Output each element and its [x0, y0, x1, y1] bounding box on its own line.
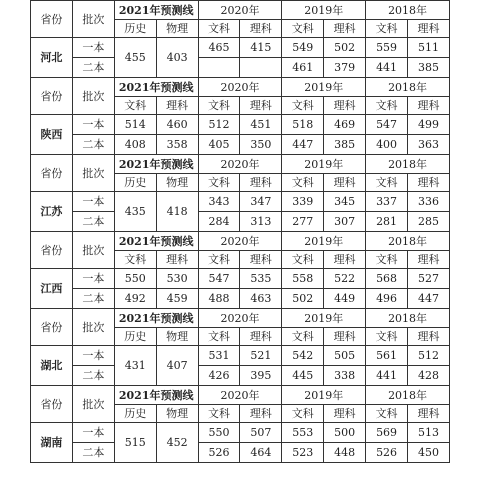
score-arts-y2018: 400 [366, 135, 408, 155]
score-science-y2018: 513 [408, 423, 450, 443]
table-row [31, 155, 450, 174]
header-2018: 2018年 [366, 1, 450, 20]
subheader-science: 理科 [324, 97, 366, 115]
score-arts-y2018: 281 [366, 212, 408, 232]
province-name: 湖北 [31, 346, 73, 386]
table-row [31, 366, 450, 386]
batch-header: 批次 [72, 386, 114, 423]
pred-physics-score: 403 [156, 38, 198, 78]
score-arts-y2018: 569 [366, 423, 408, 443]
subheader-arts: 文科 [366, 97, 408, 115]
table-row [31, 443, 450, 463]
subheader-science: 理科 [324, 328, 366, 346]
subheader-arts: 文科 [114, 251, 156, 269]
province-header: 省份 [31, 232, 73, 269]
score-science-y2020: 395 [240, 366, 282, 386]
batch-label: 一本 [72, 192, 114, 212]
subheader-arts: 文科 [198, 328, 240, 346]
subheader-science: 理科 [408, 251, 450, 269]
subheader-science: 理科 [156, 251, 198, 269]
table-row [31, 232, 450, 251]
subheader-physics: 物理 [156, 20, 198, 38]
header-2019: 2019年 [282, 1, 366, 20]
score-arts-y2019: 549 [282, 38, 324, 58]
header-2019: 2019年 [282, 78, 366, 97]
province-name: 江苏 [31, 192, 73, 232]
pred-arts-score: 514 [114, 115, 156, 135]
subheader-arts: 文科 [198, 251, 240, 269]
province-header: 省份 [31, 309, 73, 346]
table-row [31, 212, 450, 232]
subheader-science: 理科 [324, 174, 366, 192]
score-arts-y2018: 526 [366, 443, 408, 463]
subheader-history: 历史 [114, 328, 156, 346]
header-2021-prediction: 2021年预测线 [114, 232, 198, 251]
score-arts-y2020: 405 [198, 135, 240, 155]
subheader-science: 理科 [408, 97, 450, 115]
table-row [31, 115, 450, 135]
subheader-arts: 文科 [198, 20, 240, 38]
batch-label: 一本 [72, 423, 114, 443]
batch-label: 二本 [72, 212, 114, 232]
pred-history-score: 431 [114, 346, 156, 386]
header-2018: 2018年 [366, 232, 450, 251]
batch-label: 一本 [72, 115, 114, 135]
score-science-y2020: 313 [240, 212, 282, 232]
subheader-arts: 文科 [198, 405, 240, 423]
score-sheet [30, 0, 450, 480]
batch-header: 批次 [72, 309, 114, 346]
score-arts-y2018: 441 [366, 58, 408, 78]
score-arts-y2020: 488 [198, 289, 240, 309]
header-2020: 2020年 [198, 386, 282, 405]
province-header: 省份 [31, 1, 73, 38]
batch-label: 一本 [72, 346, 114, 366]
table-row [31, 38, 450, 58]
header-2020: 2020年 [198, 309, 282, 328]
score-arts-y2018: 561 [366, 346, 408, 366]
score-arts-y2019: 523 [282, 443, 324, 463]
header-2018: 2018年 [366, 309, 450, 328]
score-science-y2018: 512 [408, 346, 450, 366]
score-science-y2019: 448 [324, 443, 366, 463]
table-row [31, 309, 450, 328]
subheader-arts: 文科 [282, 97, 324, 115]
subheader-arts: 文科 [282, 251, 324, 269]
subheader-arts: 文科 [366, 328, 408, 346]
table-row [31, 346, 450, 366]
score-arts-y2020: 526 [198, 443, 240, 463]
score-arts-y2019: 339 [282, 192, 324, 212]
pred-history-score: 435 [114, 192, 156, 232]
admission-score-table [30, 0, 450, 463]
score-arts-y2019: 553 [282, 423, 324, 443]
pred-science-score: 459 [156, 289, 198, 309]
subheader-science: 理科 [240, 251, 282, 269]
subheader-history: 历史 [114, 174, 156, 192]
subheader-science: 理科 [408, 20, 450, 38]
pred-history-score: 455 [114, 38, 156, 78]
province-header: 省份 [31, 78, 73, 115]
score-arts-y2018: 496 [366, 289, 408, 309]
subheader-science: 理科 [156, 97, 198, 115]
header-2020: 2020年 [198, 155, 282, 174]
score-science-y2018: 363 [408, 135, 450, 155]
score-arts-y2020: 465 [198, 38, 240, 58]
score-science-y2019: 338 [324, 366, 366, 386]
score-science-y2019: 469 [324, 115, 366, 135]
table-row [31, 269, 450, 289]
score-science-y2018: 385 [408, 58, 450, 78]
pred-science-score: 460 [156, 115, 198, 135]
pred-arts-score: 492 [114, 289, 156, 309]
score-science-y2018: 511 [408, 38, 450, 58]
score-science-y2020: 350 [240, 135, 282, 155]
score-science-y2020: 347 [240, 192, 282, 212]
score-arts-y2020: 512 [198, 115, 240, 135]
header-2021-prediction: 2021年预测线 [114, 78, 198, 97]
score-arts-y2020: 343 [198, 192, 240, 212]
table-row [31, 78, 450, 97]
header-2019: 2019年 [282, 309, 366, 328]
subheader-science: 理科 [408, 405, 450, 423]
header-2021-prediction: 2021年预测线 [114, 309, 198, 328]
score-arts-y2020: 531 [198, 346, 240, 366]
subheader-physics: 物理 [156, 405, 198, 423]
score-science-y2020: 464 [240, 443, 282, 463]
subheader-arts: 文科 [366, 405, 408, 423]
score-science-y2020: 463 [240, 289, 282, 309]
score-science-y2019: 522 [324, 269, 366, 289]
subheader-physics: 物理 [156, 174, 198, 192]
header-2020: 2020年 [198, 78, 282, 97]
pred-arts-score: 408 [114, 135, 156, 155]
score-arts-y2019: 502 [282, 289, 324, 309]
header-2018: 2018年 [366, 155, 450, 174]
subheader-arts: 文科 [198, 174, 240, 192]
table-row [31, 1, 450, 20]
subheader-arts: 文科 [282, 328, 324, 346]
score-science-y2018: 527 [408, 269, 450, 289]
pred-physics-score: 407 [156, 346, 198, 386]
score-science-y2018: 285 [408, 212, 450, 232]
score-science-y2019: 500 [324, 423, 366, 443]
score-arts-y2019: 461 [282, 58, 324, 78]
score-science-y2019: 449 [324, 289, 366, 309]
score-arts-y2020: 426 [198, 366, 240, 386]
table-row [31, 386, 450, 405]
score-science-y2019: 345 [324, 192, 366, 212]
score-science-y2018: 499 [408, 115, 450, 135]
subheader-science: 理科 [240, 405, 282, 423]
subheader-science: 理科 [408, 174, 450, 192]
score-science-y2020: 415 [240, 38, 282, 58]
score-science-y2019: 505 [324, 346, 366, 366]
score-arts-y2019: 518 [282, 115, 324, 135]
subheader-history: 历史 [114, 405, 156, 423]
score-arts-y2020 [198, 58, 240, 78]
subheader-arts: 文科 [114, 97, 156, 115]
province-header: 省份 [31, 155, 73, 192]
score-science-y2020: 451 [240, 115, 282, 135]
subheader-arts: 文科 [282, 20, 324, 38]
score-science-y2018: 336 [408, 192, 450, 212]
batch-label: 二本 [72, 58, 114, 78]
score-arts-y2020: 284 [198, 212, 240, 232]
subheader-arts: 文科 [366, 174, 408, 192]
score-arts-y2020: 550 [198, 423, 240, 443]
table-row [31, 289, 450, 309]
score-arts-y2019: 558 [282, 269, 324, 289]
score-science-y2020 [240, 58, 282, 78]
subheader-science: 理科 [324, 20, 366, 38]
province-name: 江西 [31, 269, 73, 309]
score-arts-y2019: 277 [282, 212, 324, 232]
score-arts-y2018: 559 [366, 38, 408, 58]
score-science-y2018: 450 [408, 443, 450, 463]
score-arts-y2018: 547 [366, 115, 408, 135]
score-arts-y2020: 547 [198, 269, 240, 289]
pred-arts-score: 550 [114, 269, 156, 289]
score-science-y2018: 447 [408, 289, 450, 309]
batch-label: 二本 [72, 366, 114, 386]
table-row [31, 135, 450, 155]
subheader-arts: 文科 [282, 405, 324, 423]
batch-label: 二本 [72, 443, 114, 463]
subheader-history: 历史 [114, 20, 156, 38]
header-2019: 2019年 [282, 155, 366, 174]
subheader-arts: 文科 [366, 251, 408, 269]
header-2019: 2019年 [282, 232, 366, 251]
header-2021-prediction: 2021年预测线 [114, 1, 198, 20]
score-arts-y2019: 542 [282, 346, 324, 366]
batch-header: 批次 [72, 1, 114, 38]
subheader-science: 理科 [240, 328, 282, 346]
pred-science-score: 358 [156, 135, 198, 155]
batch-label: 二本 [72, 135, 114, 155]
subheader-science: 理科 [240, 20, 282, 38]
score-science-y2020: 507 [240, 423, 282, 443]
score-arts-y2019: 445 [282, 366, 324, 386]
pred-history-score: 515 [114, 423, 156, 463]
table-row [31, 192, 450, 212]
batch-header: 批次 [72, 78, 114, 115]
score-science-y2019: 502 [324, 38, 366, 58]
province-name: 河北 [31, 38, 73, 78]
header-2019: 2019年 [282, 386, 366, 405]
score-science-y2019: 379 [324, 58, 366, 78]
batch-label: 一本 [72, 269, 114, 289]
batch-header: 批次 [72, 155, 114, 192]
score-arts-y2019: 447 [282, 135, 324, 155]
header-2021-prediction: 2021年预测线 [114, 386, 198, 405]
table-row [31, 423, 450, 443]
subheader-science: 理科 [324, 405, 366, 423]
subheader-science: 理科 [240, 174, 282, 192]
header-2021-prediction: 2021年预测线 [114, 155, 198, 174]
pred-science-score: 530 [156, 269, 198, 289]
header-2020: 2020年 [198, 232, 282, 251]
province-header: 省份 [31, 386, 73, 423]
subheader-science: 理科 [408, 328, 450, 346]
score-science-y2020: 521 [240, 346, 282, 366]
header-2018: 2018年 [366, 78, 450, 97]
score-science-y2018: 428 [408, 366, 450, 386]
subheader-arts: 文科 [366, 20, 408, 38]
batch-header: 批次 [72, 232, 114, 269]
score-science-y2019: 307 [324, 212, 366, 232]
batch-label: 二本 [72, 289, 114, 309]
table-row [31, 58, 450, 78]
score-science-y2019: 385 [324, 135, 366, 155]
subheader-arts: 文科 [198, 97, 240, 115]
subheader-arts: 文科 [282, 174, 324, 192]
score-arts-y2018: 568 [366, 269, 408, 289]
score-arts-y2018: 441 [366, 366, 408, 386]
batch-label: 一本 [72, 38, 114, 58]
header-2020: 2020年 [198, 1, 282, 20]
subheader-science: 理科 [324, 251, 366, 269]
subheader-science: 理科 [240, 97, 282, 115]
pred-physics-score: 418 [156, 192, 198, 232]
province-name: 陕西 [31, 115, 73, 155]
score-science-y2020: 535 [240, 269, 282, 289]
province-name: 湖南 [31, 423, 73, 463]
score-arts-y2018: 337 [366, 192, 408, 212]
header-2018: 2018年 [366, 386, 450, 405]
pred-physics-score: 452 [156, 423, 198, 463]
subheader-physics: 物理 [156, 328, 198, 346]
